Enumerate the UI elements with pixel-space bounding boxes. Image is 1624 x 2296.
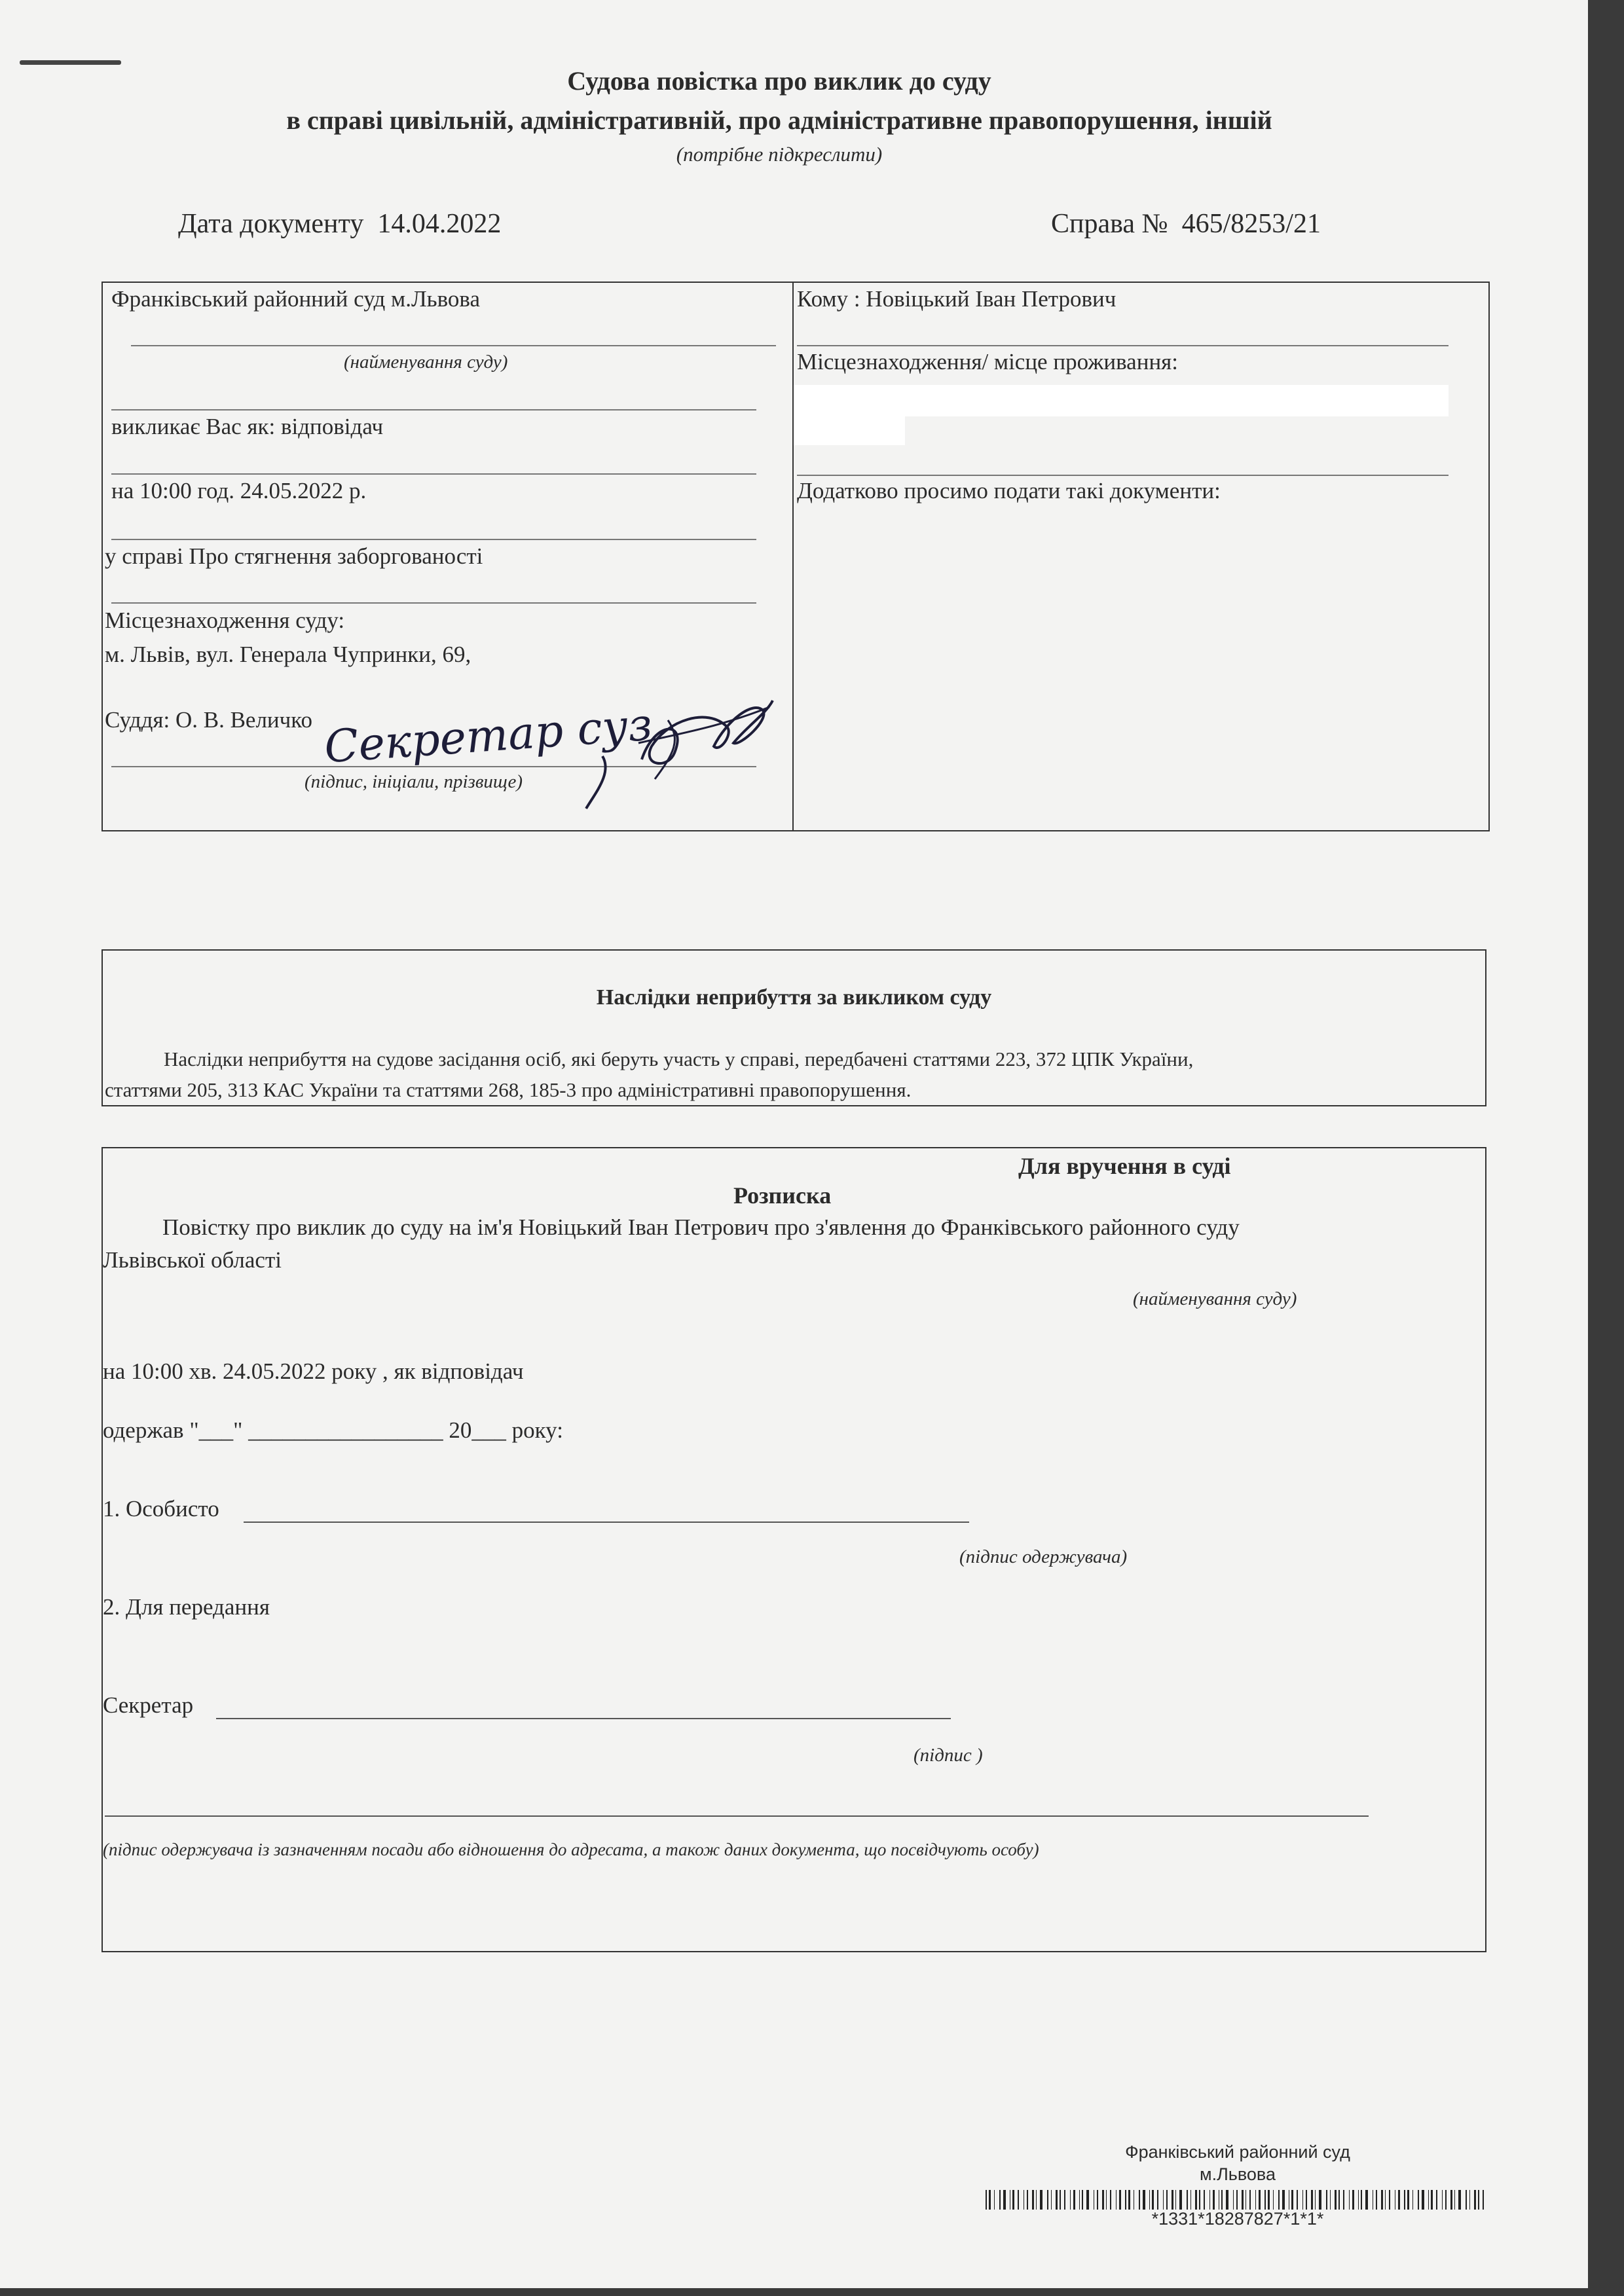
residence-label: Місцезнаходження/ місце проживання:: [797, 349, 1178, 374]
barcode-bar: [1018, 2190, 1019, 2210]
summons-divider: [792, 282, 794, 831]
barcode-bar: [1349, 2190, 1350, 2210]
barcode-bar: [1255, 2190, 1256, 2210]
case-number: [1051, 208, 1321, 240]
barcode-bar: [1358, 2190, 1359, 2210]
barcode-bar: [1311, 2190, 1313, 2210]
barcode-bar: [1106, 2190, 1107, 2210]
date-value: 14.04.2022: [377, 209, 502, 239]
barcode-bar: [1445, 2190, 1447, 2210]
personally-label: 1. Особисто: [103, 1496, 219, 1522]
divider-line: [111, 409, 756, 410]
secretary-signature-caption: (підпис ): [913, 1745, 983, 1766]
received-date-line: одержав "___" _________________ 20___ року:: [103, 1417, 563, 1443]
barcode-bar: [1478, 2190, 1479, 2210]
barcode-bar: [1361, 2190, 1362, 2210]
barcode-bar: [1398, 2190, 1400, 2210]
receipt-court-caption: (найменування суду): [1133, 1288, 1297, 1309]
barcode-bar: [1139, 2190, 1140, 2210]
redacted-address-line1: [794, 385, 1449, 416]
barcode-bar: [1060, 2190, 1061, 2210]
barcode-bar: [1352, 2190, 1354, 2210]
receipt-time-line: на 10:00 хв. 24.05.2022 року , як відповідач: [103, 1358, 524, 1384]
receipt-text-line2: Львівської області: [103, 1247, 282, 1273]
barcode-bar: [1422, 2190, 1424, 2210]
barcode-bar: [1204, 2190, 1205, 2210]
delivery-title: Для вручення в суді: [1018, 1153, 1231, 1179]
barcode-bar: [1273, 2190, 1274, 2210]
barcode-bar: [1012, 2190, 1014, 2210]
barcode-bar: [1221, 2190, 1223, 2210]
document-subtitle: в справі цивільній, адміністративній, про адміністративне правопорушення, іншій: [286, 105, 1272, 135]
barcode-bar: [1056, 2190, 1058, 2210]
secretary-label: Секретар: [103, 1692, 194, 1718]
barcode-bar: [1233, 2190, 1234, 2210]
barcode-bar: [1418, 2190, 1419, 2210]
transfer-label: 2. Для передання: [103, 1594, 270, 1620]
barcode-bar: [1187, 2190, 1188, 2210]
handwritten-tail: [576, 753, 616, 812]
barcode-bar: [1226, 2190, 1228, 2210]
barcode-bar: [1259, 2190, 1261, 2210]
barcode-bar: [1236, 2190, 1238, 2210]
barcode-bar: [1483, 2190, 1484, 2210]
barcode-bar: [1302, 2190, 1303, 2210]
barcode-bar: [1073, 2190, 1075, 2210]
barcode-bar: [1040, 2190, 1043, 2210]
barcode-bar: [1064, 2190, 1065, 2210]
barcode-bar: [1338, 2190, 1340, 2210]
barcode-bar: [1195, 2190, 1197, 2210]
barcode-bar: [1003, 2190, 1006, 2210]
barcode-bar: [1036, 2190, 1037, 2210]
barcode-bar: [1385, 2190, 1386, 2210]
secretary-signature-line: [216, 1718, 951, 1719]
divider-line: [111, 473, 756, 475]
barcode-bar: [1319, 2190, 1321, 2210]
barcode-bar: [1297, 2190, 1298, 2210]
barcode-bar: [1376, 2190, 1377, 2210]
barcode-bar: [1143, 2190, 1145, 2210]
document-date: [178, 208, 501, 240]
receipt-text-line1: Повістку про виклик до суду на ім'я Новіцький Іван Петрович про з'явлення до Франківського районного суду: [162, 1214, 1240, 1240]
barcode-bar: [1458, 2190, 1461, 2210]
date-label: Дата документу: [178, 209, 364, 239]
barcode-bar: [1213, 2190, 1215, 2210]
receipt-title: Розписка: [733, 1182, 832, 1209]
barcode-bar: [1149, 2190, 1150, 2210]
recipient-underline: [797, 345, 1449, 346]
handwritten-note: Секретар суз: [322, 699, 654, 774]
footer-court-line2: м.Львова: [1200, 2164, 1276, 2184]
judge-name: Суддя: О. В. Величко: [105, 707, 312, 733]
barcode-bar: [1469, 2190, 1470, 2210]
barcode-bar: [1326, 2190, 1327, 2210]
consequences-text-line2: статтями 205, 313 КАС України та статтями 268, 185-3 про адміністративні правопорушення.: [105, 1078, 912, 1101]
barcode-bar: [1047, 2190, 1048, 2210]
barcode-bar: [1381, 2190, 1383, 2210]
barcode-bar: [1242, 2190, 1244, 2210]
signature-caption: (підпис, ініціали, прізвище): [304, 771, 523, 792]
barcode-bar: [1282, 2190, 1285, 2210]
barcode-bar: [1412, 2190, 1413, 2210]
case-value: 465/8253/21: [1181, 209, 1321, 239]
barcode-bar: [1264, 2190, 1266, 2210]
barcode-bar: [1027, 2190, 1028, 2210]
summons-role: викликає Вас як: відповідач: [111, 414, 384, 439]
barcode-bar: [1032, 2190, 1034, 2210]
scan-edge-right: [1588, 0, 1624, 2296]
barcode-bar: [1291, 2190, 1293, 2210]
barcode-bar: [1335, 2190, 1337, 2210]
barcode-bar: [1268, 2190, 1270, 2210]
receipt-box: [101, 1147, 1486, 1952]
residence-underline: [797, 475, 1449, 476]
barcode-bar: [1086, 2190, 1089, 2210]
barcode-bar: [1119, 2190, 1121, 2210]
barcode-bar: [1436, 2190, 1437, 2210]
barcode-bar: [1249, 2190, 1251, 2210]
document-note: (потрібне підкреслити): [676, 143, 883, 166]
barcode-bar: [1428, 2190, 1429, 2210]
staple-mark: [20, 60, 121, 65]
scan-edge-bottom: [0, 2288, 1624, 2296]
barcode-bar: [1157, 2190, 1158, 2210]
barcode-bar: [1209, 2190, 1210, 2210]
redacted-address-line2: [794, 416, 905, 445]
footer-court-line1: Франківський районний суд: [1125, 2142, 1350, 2162]
court-caption: (найменування суду): [344, 352, 508, 373]
barcode-bar: [999, 2190, 1001, 2210]
barcode-bar: [1365, 2190, 1368, 2210]
court-location-label: Місцезнаходження суду:: [105, 608, 345, 633]
barcode-bar: [1051, 2190, 1052, 2210]
bottom-signature-line: [105, 1815, 1369, 1817]
barcode-bar: [1474, 2190, 1476, 2210]
hearing-time: на 10:00 год. 24.05.2022 р.: [111, 478, 367, 503]
barcode-bar: [1190, 2190, 1191, 2210]
barcode-bar: [1128, 2190, 1130, 2210]
barcode-bar: [1079, 2190, 1080, 2210]
barcode-bar: [1152, 2190, 1154, 2210]
barcode-bar: [1278, 2190, 1280, 2210]
barcode-text: *1331*18287827*1*1*: [1151, 2209, 1324, 2229]
personally-signature-line: [244, 1522, 969, 1523]
barcode-bar: [1082, 2190, 1083, 2210]
recipient-name: Кому : Новіцький Іван Петрович: [797, 286, 1116, 312]
barcode-bar: [1125, 2190, 1126, 2210]
barcode-bar: [1097, 2190, 1098, 2210]
barcode-bar: [1199, 2190, 1200, 2210]
bottom-signature-caption: (підпис одержувача із зазначенням посади або відношення до адресата, а також даних документа, що посвідчують особу): [103, 1840, 1039, 1859]
barcode-bar: [1431, 2190, 1433, 2210]
court-name: Франківський районний суд м.Львова: [111, 286, 481, 312]
barcode-bar: [1172, 2190, 1173, 2210]
barcode-bar: [1407, 2190, 1409, 2210]
barcode-bar: [1454, 2190, 1455, 2210]
barcode-bar: [1166, 2190, 1168, 2210]
barcode-bar: [1389, 2190, 1390, 2210]
barcode-bar: [1404, 2190, 1405, 2210]
barcode-bar: [986, 2190, 987, 2210]
barcode-bar: [1070, 2190, 1071, 2210]
barcode-bar: [994, 2190, 995, 2210]
consequences-text-line1: Наслідки неприбуття на судове засідання осіб, які беруть участь у справі, передбачені статтями 223, 372 ЦПК України,: [164, 1048, 1194, 1070]
court-underline: [131, 345, 776, 346]
documents-label: Додатково просимо подати такі документи:: [797, 478, 1221, 503]
recipient-signature-caption: (підпис одержувача): [959, 1546, 1128, 1567]
barcode-bar: [1179, 2190, 1182, 2210]
barcode: [986, 2190, 1490, 2210]
case-subject: у справі Про стягнення заборгованості: [105, 543, 483, 569]
barcode-bar: [1102, 2190, 1104, 2210]
barcode-bar: [1442, 2190, 1443, 2210]
divider-line: [111, 602, 756, 604]
case-label: Справа №: [1051, 209, 1168, 239]
barcode-bar: [1330, 2190, 1331, 2210]
barcode-bar: [1110, 2190, 1111, 2210]
barcode-bar: [989, 2190, 991, 2210]
barcode-bar: [1163, 2190, 1164, 2210]
barcode-bar: [1175, 2190, 1176, 2210]
barcode-bar: [1315, 2190, 1316, 2210]
barcode-bar: [1466, 2190, 1467, 2210]
court-address: м. Львів, вул. Генерала Чупринки, 69,: [105, 642, 471, 667]
divider-line: [111, 539, 756, 540]
barcode-bar: [1306, 2190, 1307, 2210]
signature-scribble: [629, 681, 779, 786]
barcode-bar: [1450, 2190, 1452, 2210]
barcode-bar: [1343, 2190, 1344, 2210]
document-title: Судова повістка про виклик до суду: [567, 66, 991, 96]
consequences-title: Наслідки неприбуття за викликом суду: [596, 985, 992, 1010]
